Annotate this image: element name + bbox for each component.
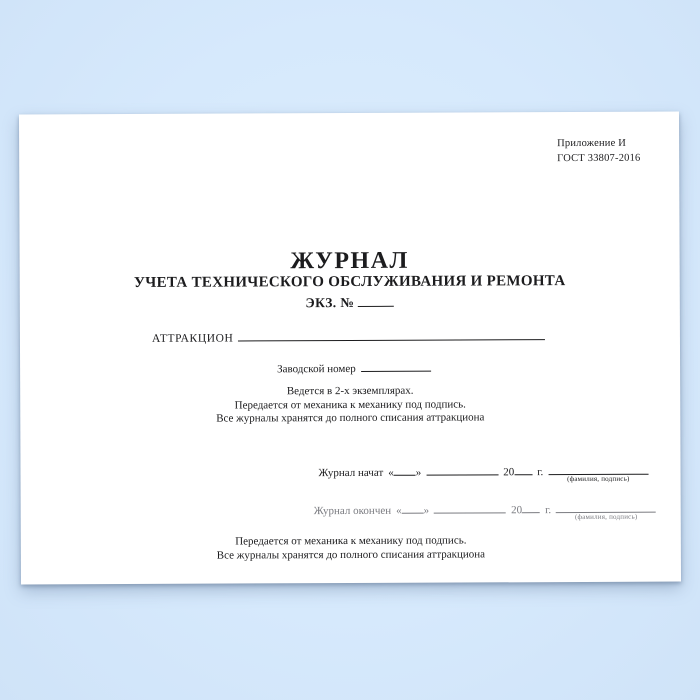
- annex-label: Приложение И: [557, 137, 627, 150]
- month-blank: [426, 462, 498, 475]
- year-century: 20: [511, 504, 523, 517]
- year-blank: [522, 500, 540, 513]
- signature-blank: [548, 462, 648, 475]
- handling-notes-top: [20, 384, 680, 427]
- page-title: ЖУРНАЛ: [290, 247, 409, 275]
- handling-notes-bottom: [21, 534, 681, 564]
- journal-finished-label: Журнал окончен: [313, 504, 392, 518]
- signature-field: [556, 500, 656, 522]
- signature-blank: [556, 500, 656, 513]
- year-group: [503, 462, 532, 478]
- page-subtitle: УЧЕТА ТЕХНИЧЕСКОГО ОБСЛУЖИВАНИЯ И РЕМОНТА: [133, 273, 566, 291]
- day-blank: [394, 463, 416, 476]
- year-century: 20: [503, 466, 515, 479]
- signature-caption: (фамилия, подпись): [574, 512, 638, 522]
- note-line: Передается от механика к механику под подпись.: [234, 397, 466, 412]
- journal-started-label: Журнал начат: [318, 466, 384, 480]
- factory-number-label: Заводской номер: [277, 362, 356, 376]
- year-blank: [514, 462, 532, 475]
- day-blank-group: [396, 501, 429, 517]
- year-group: [511, 500, 540, 516]
- copy-number-blank: [358, 294, 394, 307]
- journal-started-line: [318, 462, 649, 484]
- year-suffix: г.: [545, 504, 552, 517]
- day-blank: [402, 501, 424, 514]
- attraction-line: [152, 327, 545, 345]
- year-suffix: г.: [537, 466, 544, 479]
- month-blank: [434, 500, 506, 513]
- note-line: Ведется в 2-х экземплярах.: [286, 384, 414, 398]
- attraction-blank: [238, 327, 545, 341]
- factory-number-blank: [361, 359, 431, 372]
- signature-field: [548, 462, 648, 484]
- note-line: Все журналы хранятся до полного списания аттракциона: [216, 411, 485, 425]
- journal-finished-line: [313, 500, 657, 522]
- note-line: Передается от механика к механику под подпись.: [235, 534, 467, 548]
- copy-number-label: ЭКЗ. №: [305, 294, 355, 310]
- attraction-label: АТТРАКЦИОН: [151, 332, 234, 345]
- journal-cover-page: [19, 112, 681, 585]
- title-block: [20, 248, 680, 313]
- open-quote: «: [396, 504, 402, 517]
- gost-standard-label: ГОСТ 33807-2016: [557, 152, 641, 165]
- close-quote: »: [415, 466, 422, 479]
- open-quote: «: [388, 466, 394, 479]
- signature-caption: (фамилия, подпись): [567, 474, 630, 484]
- note-line: Все журналы хранятся до полного списания аттракциона: [216, 547, 486, 562]
- factory-number-line: [277, 359, 431, 376]
- day-blank-group: [388, 463, 421, 479]
- close-quote: »: [423, 504, 430, 517]
- copy-number-line: [20, 292, 680, 312]
- document-reference: [557, 136, 640, 167]
